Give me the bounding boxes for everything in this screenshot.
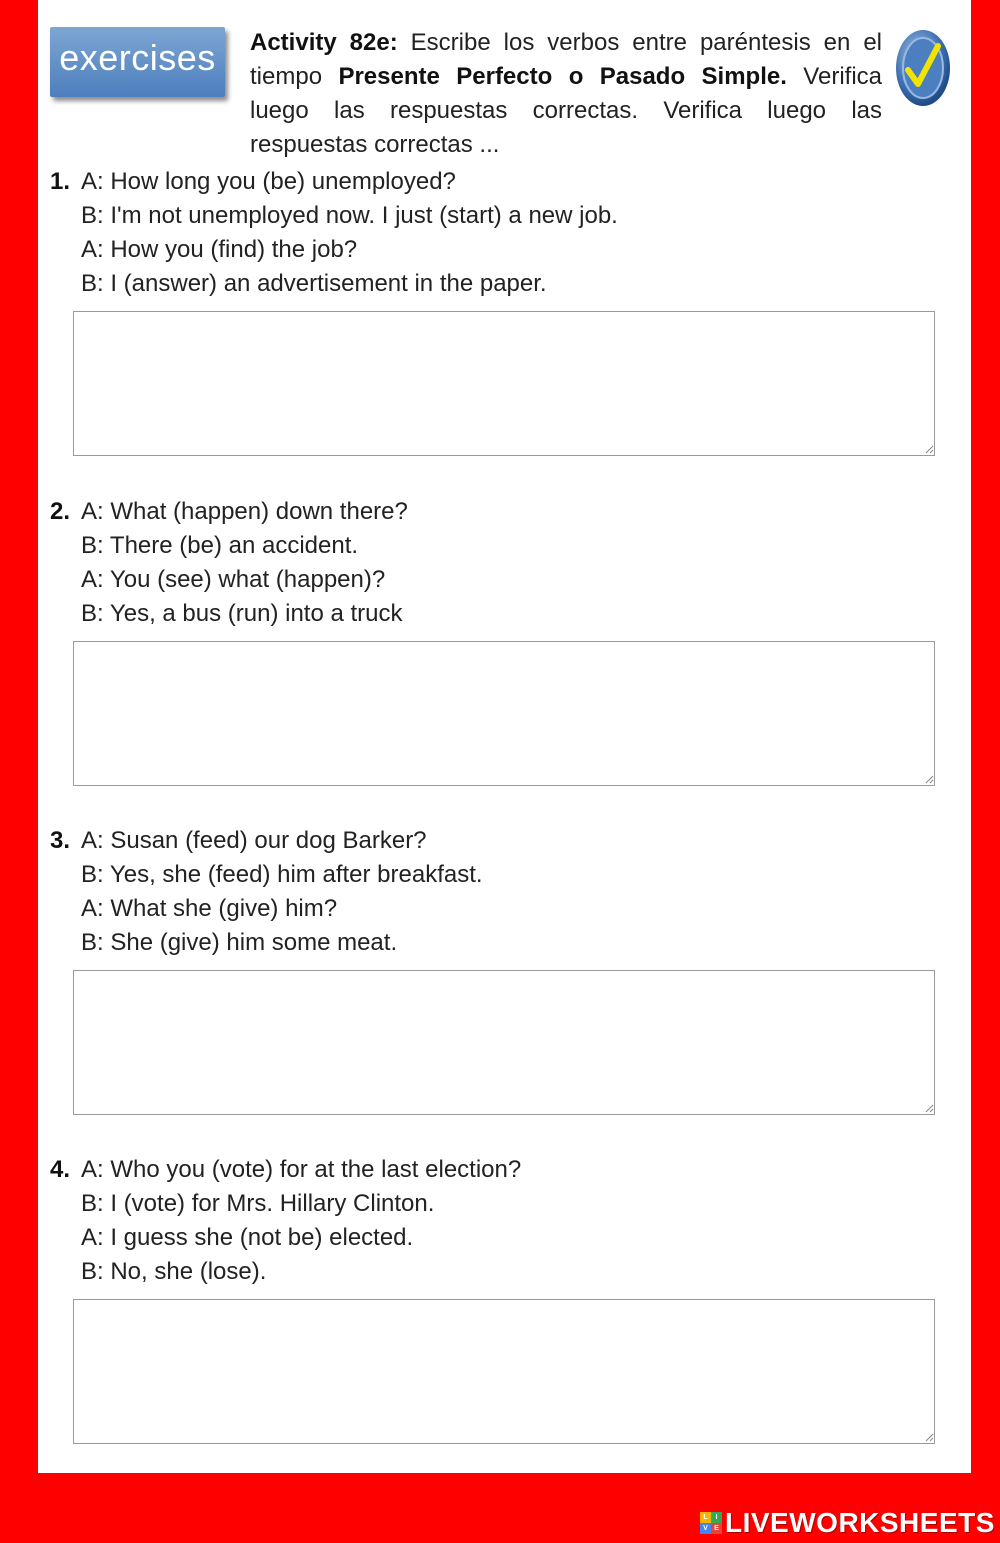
dialogue-line: A: Who you (vote) for at the last election?	[81, 1156, 522, 1183]
answer-textarea-4[interactable]	[73, 1299, 935, 1444]
dialogue-line: B: I (vote) for Mrs. Hillary Clinton.	[81, 1190, 435, 1217]
dialogue-line: A: I guess she (not be) elected.	[81, 1224, 414, 1251]
dialogue-line: B: I (answer) an advertisement in the paper.	[81, 270, 547, 297]
dialogue-line: A: What (happen) down there?	[81, 498, 408, 525]
resize-grip-icon[interactable]	[924, 1103, 934, 1113]
resize-grip-icon[interactable]	[924, 1432, 934, 1442]
instruction-text-1: Escribe los verbos entre paréntesis en el tiempo	[250, 29, 882, 90]
exercises-badge-label: exercises	[59, 37, 216, 78]
exercise-4	[50, 1153, 950, 1289]
activity-label: Activity 82e:	[250, 29, 398, 56]
liveworksheets-logo-icon: L I V E	[700, 1512, 722, 1534]
dialogue-line: A: You (see) what (happen)?	[81, 566, 386, 593]
dialogue-line: B: She (give) him some meat.	[81, 929, 398, 956]
exercise-number: 1.	[50, 168, 71, 195]
dialogue-line: A: How long you (be) unemployed?	[81, 168, 456, 195]
resize-grip-icon[interactable]	[924, 444, 934, 454]
activity-instructions	[250, 26, 882, 162]
dialogue-line: A: What she (give) him?	[81, 895, 338, 922]
dialogue-line: B: No, she (lose).	[81, 1258, 267, 1285]
answer-textarea-1[interactable]	[73, 311, 935, 456]
dialogue-line: A: Susan (feed) our dog Barker?	[81, 827, 427, 854]
check-badge-icon	[894, 28, 952, 108]
liveworksheets-logo[interactable]	[700, 1507, 995, 1539]
answer-textarea-3[interactable]	[73, 970, 935, 1115]
worksheet-sheet	[38, 0, 971, 1473]
dialogue-line: B: Yes, she (feed) him after breakfast.	[81, 861, 483, 888]
resize-grip-icon[interactable]	[924, 774, 934, 784]
dialogue-line: B: I'm not unemployed now. I just (start) a new job.	[81, 202, 618, 229]
exercise-1	[50, 165, 950, 301]
exercise-number: 4.	[50, 1156, 71, 1183]
dialogue-line: A: How you (find) the job?	[81, 236, 358, 263]
answer-textarea-2[interactable]	[73, 641, 935, 786]
exercise-3	[50, 824, 950, 960]
exercise-2	[50, 495, 950, 631]
dialogue-line: B: There (be) an accident.	[81, 532, 359, 559]
instruction-text-2: Verifica luego las respuestas correctas. Verifica luego las respuestas correctas ...	[250, 63, 882, 158]
exercises-badge	[50, 27, 225, 97]
instruction-tense: Presente Perfecto o Pasado Simple.	[338, 63, 787, 90]
dialogue-line: B: Yes, a bus (run) into a truck	[81, 600, 403, 627]
exercise-number: 2.	[50, 498, 71, 525]
exercise-number: 3.	[50, 827, 71, 854]
liveworksheets-brand: LIVEWORKSHEETS	[725, 1507, 995, 1538]
